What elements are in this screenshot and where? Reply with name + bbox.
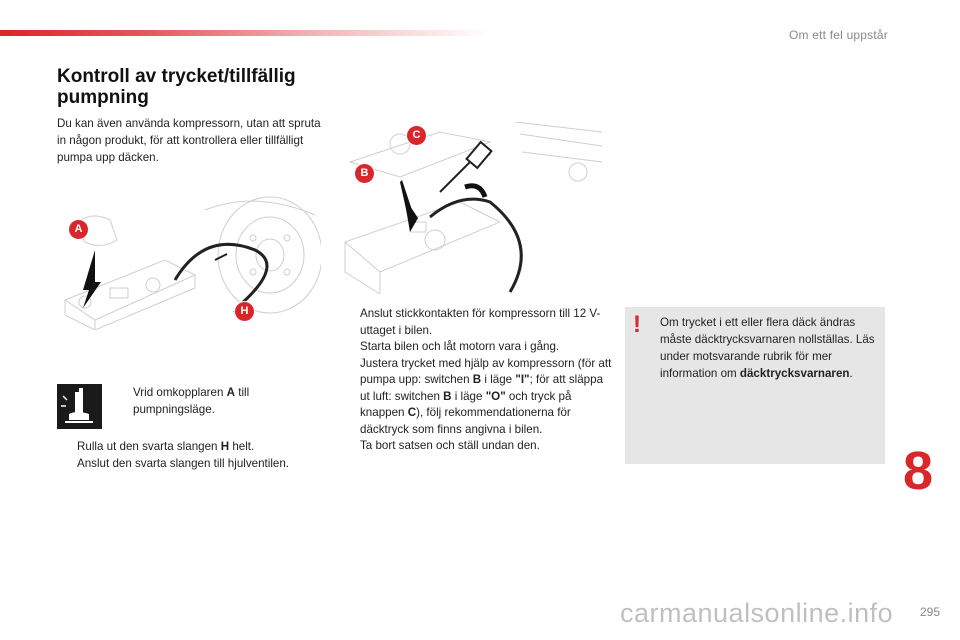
title-line-1: Kontroll av trycket/tillfällig — [57, 66, 296, 87]
step-text: Anslut stickkontakten för kompressorn till 12 V-uttaget i bilen. — [360, 307, 601, 337]
warning-body: Om trycket i ett eller flera däck ändras måste däcktrycksvarnaren nollställas. Läs under motsvarande rubrik för mer information om — [660, 316, 875, 380]
warning-bold: däcktrycksvarnaren — [739, 367, 850, 380]
warning-icon: ! — [633, 311, 641, 338]
step-text: Justera trycket med hjälp av kompressorn (för att pumpa upp: switchen — [360, 356, 612, 386]
step-text: Anslut den svarta slangen till hjulventilen. — [77, 456, 290, 470]
warning-note — [625, 307, 885, 464]
switch-symbol — [57, 384, 102, 429]
compressor-step-item — [340, 306, 612, 339]
hose-step-item — [57, 456, 332, 473]
hose-step-list — [57, 439, 332, 472]
step-text: till pumpningsläge. — [133, 386, 250, 416]
step-text: ), följ rekommendationerna för däcktryck som finns angivna i bilen. — [360, 406, 571, 436]
label-b: B — [355, 164, 374, 183]
socket-switch-drawing — [340, 122, 602, 294]
step-text: Starta bilen och låt motorn vara i gång. — [360, 340, 560, 353]
page-title — [57, 66, 296, 108]
label-c: C — [407, 126, 426, 145]
compressor-step-list — [340, 306, 612, 455]
compressor-step-item — [340, 339, 612, 356]
switch-step-list — [113, 385, 288, 418]
step-text: i läge — [481, 373, 516, 386]
compressor-wheel-illustration — [55, 190, 321, 330]
step-text: och tryck på knappen — [360, 389, 572, 419]
compressor-step-item — [340, 356, 612, 439]
label-h: H — [235, 302, 254, 321]
warning-end: . — [849, 367, 853, 380]
step-bold: "I" — [515, 373, 530, 386]
title-line-2: pumpning — [57, 87, 149, 108]
switch-position-icon — [57, 384, 102, 429]
socket-switch-illustration — [340, 122, 602, 294]
watermark: carmanualsonline.info — [620, 598, 894, 628]
step-bold: C — [407, 406, 417, 419]
page-number: 295 — [919, 605, 940, 619]
section-header: Om ett fel uppstår — [789, 28, 888, 42]
chapter-number: 8 — [903, 441, 934, 501]
step-text: helt. — [229, 440, 255, 453]
step-text: i läge — [451, 389, 486, 403]
compressor-step-item — [340, 438, 612, 455]
step-bold: A — [226, 386, 236, 399]
warning-text — [660, 314, 875, 382]
step-bold: H — [220, 440, 230, 453]
hose-step-item — [57, 439, 332, 456]
step-text: ; för att släppa ut luft: switchen — [360, 373, 604, 403]
switch-step-item — [113, 385, 288, 418]
step-bold: B — [443, 389, 452, 403]
step-bold: "O" — [485, 389, 506, 403]
step-text: Vrid omkopplaren — [133, 386, 227, 399]
intro-paragraph: Du kan även använda kompressorn, utan att spruta in någon produkt, för att kontrollera eller tillfälligt pumpa upp däcken. — [57, 117, 321, 164]
header-accent-bar — [0, 30, 490, 36]
label-a: A — [69, 220, 88, 239]
compressor-wheel-drawing — [55, 190, 321, 330]
step-text: Ta bort satsen och ställ undan den. — [360, 439, 540, 452]
step-text: Rulla ut den svarta slangen — [77, 440, 221, 453]
step-bold: B — [472, 373, 482, 386]
